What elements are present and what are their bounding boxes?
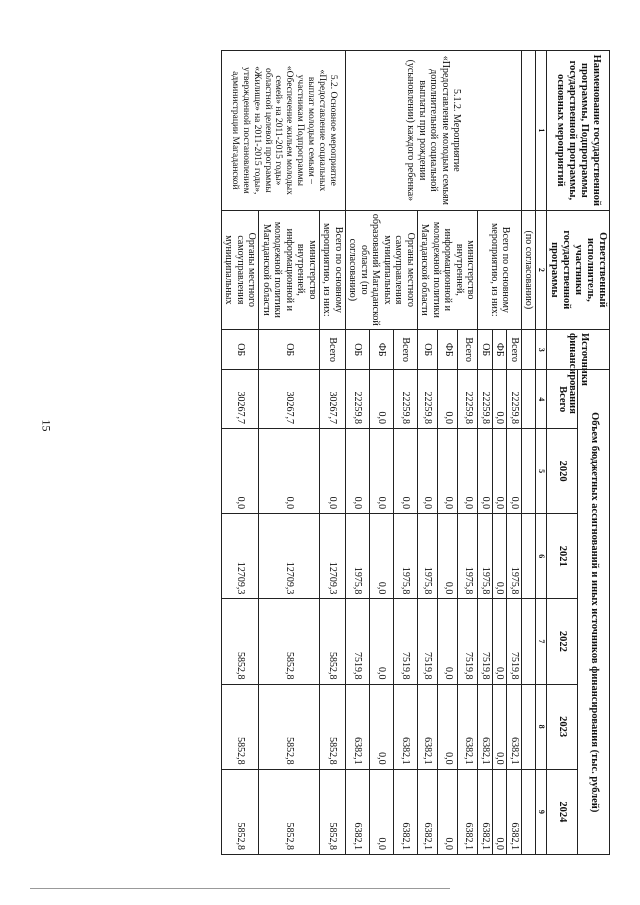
cell-value: 0,0	[438, 370, 458, 429]
header-executor: Ответственный исполнитель, участники государственной программы	[546, 210, 609, 329]
header-source: Источники финансирования	[546, 329, 609, 369]
cell-value: 6382,1	[394, 769, 418, 854]
cell-source: ОБ	[222, 329, 260, 369]
cell-value: 6382,1	[507, 769, 522, 854]
column-number: 8	[536, 684, 546, 769]
cell-value: 30267,7	[259, 370, 320, 429]
column-number: 1	[536, 51, 546, 211]
document-sheet	[70, 50, 610, 855]
cell-source: Всего	[320, 329, 346, 369]
cell-value: 0,0	[438, 684, 458, 769]
cell-value: 0,0	[507, 428, 522, 513]
cell-value: 1975,8	[418, 514, 438, 599]
cell-value: 5852,8	[259, 769, 320, 854]
cell-value: 1975,8	[478, 514, 493, 599]
cell-value: 0,0	[370, 428, 394, 513]
cell-value: 30267,7	[222, 370, 260, 429]
cell-value: 0,0	[438, 599, 458, 684]
cell-value: 6382,1	[394, 684, 418, 769]
cell-name: 5.2. Основное мероприятие «Предоставление социальных выплат молодым семьям – участникам Подпрограммы «Обеспечение жильем молодых семей» на 2011-2015 годы» областной целевой программы «Жилище» на 2011-2015 годы», утвержденной постановлением администрации Магаданской	[222, 51, 346, 211]
cell-value: 0,0	[438, 769, 458, 854]
cell-value: 22259,8	[507, 370, 522, 429]
cell-source: ОБ	[346, 329, 370, 369]
header-total: Всего	[546, 370, 578, 429]
cell-value: 12709,3	[222, 514, 260, 599]
table-row	[320, 51, 346, 855]
cell-value: 5852,8	[259, 599, 320, 684]
cell-executor: министерство внутренней, информационной и молодежной политики Магаданской области	[418, 210, 479, 329]
cell-executor: Органы местного самоуправления муниципальных образований Магаданской области (по согласованию)	[346, 210, 418, 329]
cell-source: ОБ	[478, 329, 493, 369]
cell-value: 0,0	[478, 428, 493, 513]
cell-value: 0,0	[438, 514, 458, 599]
cell-value: 12709,3	[259, 514, 320, 599]
header-year: 2022	[546, 599, 578, 684]
cell-value: 7519,8	[478, 599, 493, 684]
cell-source: ОБ	[259, 329, 320, 369]
cell-value: 0,0	[493, 684, 508, 769]
cell-value: 6382,1	[346, 769, 370, 854]
column-number: 5	[536, 428, 546, 513]
header-year: 2021	[546, 514, 578, 599]
funding-table	[221, 50, 610, 855]
header-year: 2020	[546, 428, 578, 513]
cell-value: 5852,8	[320, 599, 346, 684]
cell-value: 0,0	[370, 370, 394, 429]
cell-value: 0,0	[370, 599, 394, 684]
cell-source: Всего	[507, 329, 522, 369]
cell-value: 1975,8	[458, 514, 478, 599]
cell-value: 0,0	[259, 428, 320, 513]
cell-value: 12709,3	[320, 514, 346, 599]
cell-name: 5.1.2. Мероприятие «Предоставление молодым семьям дополнительной социальной выплаты при рождении (усыновлении) каждого ребенка»	[346, 51, 522, 211]
cell-executor: министерство внутренней, информационной и молодежной политики Магаданской области	[259, 210, 320, 329]
header-name: Наименование государственной программы, Подпрограммы государственной программы, основных мероприятий	[546, 51, 609, 211]
cell-value: 0,0	[222, 428, 260, 513]
cell-value: 0,0	[458, 428, 478, 513]
cell-value	[522, 769, 537, 854]
cell-value: 6382,1	[418, 684, 438, 769]
column-number: 4	[536, 370, 546, 429]
column-number: 3	[536, 329, 546, 369]
cell-value	[522, 428, 537, 513]
cell-value: 6382,1	[478, 684, 493, 769]
table-row	[522, 51, 537, 855]
cell-executor: Органы местного самоуправления муниципальных	[222, 210, 260, 329]
cell-value: 22259,8	[458, 370, 478, 429]
cell-source: ОБ	[418, 329, 438, 369]
cell-executor: Всего по основному мероприятию, из них:	[478, 210, 522, 329]
cell-value: 6382,1	[418, 769, 438, 854]
cell-value: 7519,8	[507, 599, 522, 684]
cell-value: 7519,8	[346, 599, 370, 684]
cell-value: 0,0	[370, 769, 394, 854]
cell-value: 6382,1	[507, 684, 522, 769]
cell-value: 5852,8	[259, 684, 320, 769]
page-number: 15	[39, 419, 54, 432]
cell-value: 0,0	[418, 428, 438, 513]
cell-value	[522, 514, 537, 599]
cell-value	[522, 599, 537, 684]
cell-value: 30267,7	[320, 370, 346, 429]
cell-value: 5852,8	[320, 684, 346, 769]
table-row	[507, 51, 522, 855]
cell-value: 0,0	[493, 370, 508, 429]
header-year: 2023	[546, 684, 578, 769]
column-number: 7	[536, 599, 546, 684]
cell-value: 5852,8	[320, 769, 346, 854]
cell-value: 1975,8	[394, 514, 418, 599]
header-year: 2024	[546, 769, 578, 854]
cell-value: 0,0	[320, 428, 346, 513]
cell-value: 5852,8	[222, 599, 260, 684]
cell-value: 0,0	[370, 684, 394, 769]
column-number: 6	[536, 514, 546, 599]
cell-value: 0,0	[394, 428, 418, 513]
cell-value: 0,0	[493, 428, 508, 513]
cell-executor: Всего по основному мероприятию, из них:	[320, 210, 346, 329]
cell-value: 7519,8	[458, 599, 478, 684]
cell-value: 22259,8	[478, 370, 493, 429]
cell-value	[522, 370, 537, 429]
cell-source: Всего	[394, 329, 418, 369]
cell-value: 0,0	[493, 514, 508, 599]
cell-value: 0,0	[438, 428, 458, 513]
cell-value: 7519,8	[394, 599, 418, 684]
footer-divider	[30, 888, 450, 889]
cell-value: 22259,8	[394, 370, 418, 429]
cell-value: 6382,1	[346, 684, 370, 769]
cell-value: 0,0	[493, 599, 508, 684]
cell-value	[522, 684, 537, 769]
cell-value: 7519,8	[418, 599, 438, 684]
cell-value: 0,0	[370, 514, 394, 599]
cell-value: 0,0	[493, 769, 508, 854]
cell-value: 22259,8	[346, 370, 370, 429]
cell-value: 6382,1	[478, 769, 493, 854]
cell-source: ФБ	[438, 329, 458, 369]
cell-value: 1975,8	[346, 514, 370, 599]
column-number: 2	[536, 210, 546, 329]
column-number: 9	[536, 769, 546, 854]
header-volume: Объем бюджетных ассигнований и иных источников финансирования (тыс. рублей)	[578, 370, 610, 855]
cell-executor: (по согласованию)	[522, 210, 537, 329]
cell-source: ФБ	[493, 329, 508, 369]
cell-value: 6382,1	[458, 769, 478, 854]
cell-value: 5852,8	[222, 769, 260, 854]
cell-source: Всего	[458, 329, 478, 369]
cell-value: 1975,8	[507, 514, 522, 599]
cell-source	[522, 329, 537, 369]
cell-value: 6382,1	[458, 684, 478, 769]
cell-name	[522, 51, 537, 211]
cell-value: 0,0	[346, 428, 370, 513]
cell-source: ФБ	[370, 329, 394, 369]
cell-value: 22259,8	[418, 370, 438, 429]
cell-value: 5852,8	[222, 684, 260, 769]
